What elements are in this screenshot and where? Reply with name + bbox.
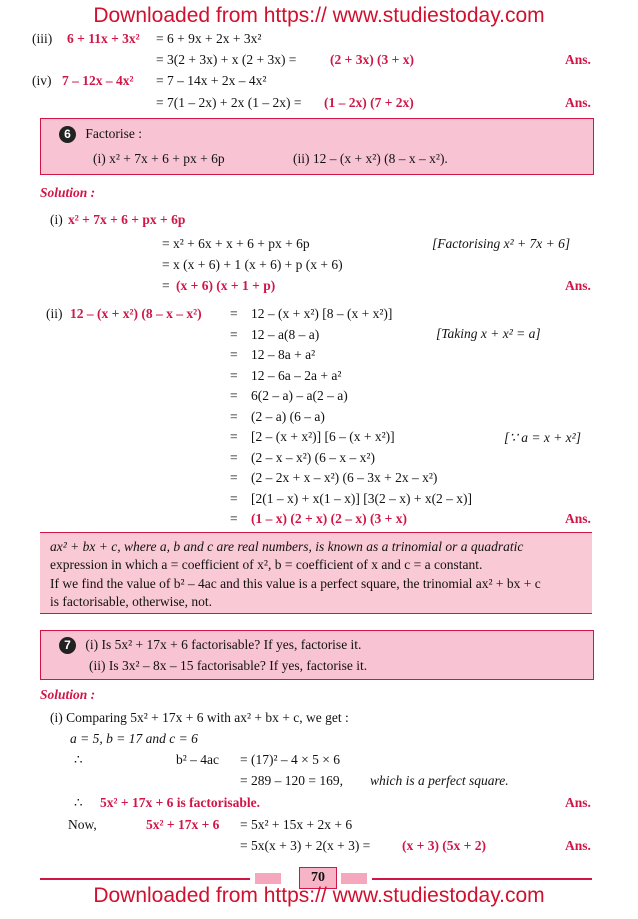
- question-part: (ii) 12 – (x + x²) (8 – x – x²).: [293, 151, 448, 166]
- step: 12 – a(8 – a): [251, 326, 320, 342]
- question-part: (i) x² + 7x + 6 + px + 6p: [93, 151, 225, 166]
- watermark-top: Downloaded from https:// www.studiestoday.com: [93, 4, 545, 27]
- equals: =: [230, 347, 238, 362]
- info-line: ax² + bx + c, where a, b and c are real numbers, is known as a trinomial or a quadratic: [50, 539, 524, 554]
- info-line: is factorisable, otherwise, not.: [50, 594, 212, 609]
- question-part: (ii) Is 3x² – 8x – 15 factorisable? If yes, factorise it.: [89, 658, 368, 673]
- answer-expression: (x + 6) (x + 1 + p): [176, 278, 276, 293]
- expression: 6 + 11x + 3x²: [67, 31, 140, 46]
- step: = 7(1 – 2x) + 2x (1 – 2x) =: [156, 95, 302, 110]
- step: = 289 – 120 = 169,: [240, 773, 343, 788]
- question-number-badge: 7: [59, 637, 76, 654]
- step: = x (x + 6) + 1 (x + 6) + p (x + 6): [162, 257, 343, 272]
- watermark-bottom: Downloaded from https:// www.studiestoday.com: [93, 884, 545, 907]
- step: (2 – a) (6 – a): [251, 408, 325, 424]
- step: 6(2 – a) – a(2 – a): [251, 388, 348, 403]
- equals: =: [230, 449, 238, 465]
- answer-expression: (x + 3) (5x + 2): [402, 838, 486, 853]
- therefore-symbol: ∴: [74, 752, 83, 767]
- equals: =: [230, 408, 238, 424]
- expression: 12 – (x + x²) (8 – x – x²): [70, 306, 202, 321]
- footer-rule: [372, 878, 592, 880]
- question-6-box: [40, 118, 594, 175]
- equals: =: [230, 367, 238, 383]
- equals: =: [162, 278, 170, 293]
- step: = 6 + 9x + 2x + 3x²: [156, 31, 262, 46]
- equals: =: [230, 326, 238, 342]
- step: b² – 4ac: [176, 752, 220, 767]
- ans-label: Ans.: [565, 52, 591, 67]
- note: which is a perfect square.: [370, 773, 509, 788]
- therefore-symbol: ∴: [74, 795, 83, 810]
- note: [Taking x + x² = a]: [436, 326, 541, 341]
- step: = 5x(x + 3) + 2(x + 3) =: [240, 838, 371, 853]
- question-title: Factorise :: [85, 126, 142, 141]
- expression: x² + 7x + 6 + px + 6p: [68, 212, 186, 227]
- question-part: (i) Is 5x² + 17x + 6 factorisable? If yes, factorise it.: [85, 637, 362, 652]
- conclusion: 5x² + 17x + 6 is factorisable.: [100, 795, 261, 810]
- step: = 7 – 14x + 2x – 4x²: [156, 73, 267, 88]
- step: = 3(2 + 3x) + x (2 + 3x) =: [156, 52, 297, 67]
- question-number-badge: 6: [59, 126, 76, 143]
- note: [∵ a = x + x²]: [504, 430, 581, 445]
- answer-expression: (1 – x) (2 + x) (2 – x) (3 + x): [251, 511, 407, 526]
- note: [Factorising x² + 7x + 6]: [432, 236, 571, 251]
- part-label: (i): [50, 212, 63, 227]
- step: 12 – (x + x²) [8 – (x + x²)]: [251, 306, 393, 321]
- footer-rule: [40, 878, 250, 880]
- ans-label: Ans.: [565, 838, 591, 853]
- equals: =: [230, 306, 238, 321]
- step: = x² + 6x + x + 6 + px + 6p: [162, 236, 310, 251]
- step: Now,: [68, 817, 97, 832]
- equals: =: [230, 511, 238, 526]
- page-number: 70: [299, 867, 337, 889]
- step: [2 – (x + x²)] [6 – (x + x²)]: [251, 429, 395, 444]
- equals: =: [230, 470, 238, 485]
- ans-label: Ans.: [565, 278, 591, 293]
- part-label: (iii): [32, 31, 53, 46]
- question-7-box: [40, 630, 594, 680]
- part-label: (iv): [32, 73, 52, 88]
- step: (i) Comparing 5x² + 17x + 6 with ax² + bx + c, we get :: [50, 710, 349, 725]
- step: [2(1 – x) + x(1 – x)] [3(2 – x) + x(2 – x)]: [251, 490, 473, 506]
- solution-label: Solution :: [40, 687, 96, 702]
- footer-block: [255, 873, 281, 884]
- part-label: (ii): [46, 306, 63, 321]
- equals: =: [230, 490, 238, 506]
- step: (2 – 2x + x – x²) (6 – 3x + 2x – x²): [251, 470, 438, 485]
- expression: 5x² + 17x + 6: [146, 817, 220, 832]
- expression: 7 – 12x – 4x²: [62, 73, 134, 88]
- info-line: expression in which a = coefficient of x², b = coefficient of x and c = a constant.: [50, 557, 483, 572]
- step: a = 5, b = 17 and c = 6: [70, 731, 198, 746]
- ans-label: Ans.: [565, 795, 591, 810]
- step: 12 – 6a – 2a + a²: [251, 367, 342, 383]
- info-box: [40, 532, 592, 614]
- solution-label: Solution :: [40, 185, 96, 200]
- step: (2 – x – x²) (6 – x – x²): [251, 449, 375, 465]
- step: = 5x² + 15x + 2x + 6: [240, 817, 353, 832]
- equals: =: [230, 388, 238, 403]
- ans-label: Ans.: [565, 95, 591, 110]
- info-line: If we find the value of b² – 4ac and this value is a perfect square, the trinomial ax² + bx + c: [50, 576, 541, 591]
- answer-expression: (1 – 2x) (7 + 2x): [324, 95, 414, 110]
- footer-block: [341, 873, 367, 884]
- step: 12 – 8a + a²: [251, 347, 316, 362]
- answer-expression: (2 + 3x) (3 + x): [330, 52, 414, 67]
- ans-label: Ans.: [565, 511, 591, 526]
- equals: =: [230, 429, 238, 444]
- step: = (17)² – 4 × 5 × 6: [240, 752, 341, 767]
